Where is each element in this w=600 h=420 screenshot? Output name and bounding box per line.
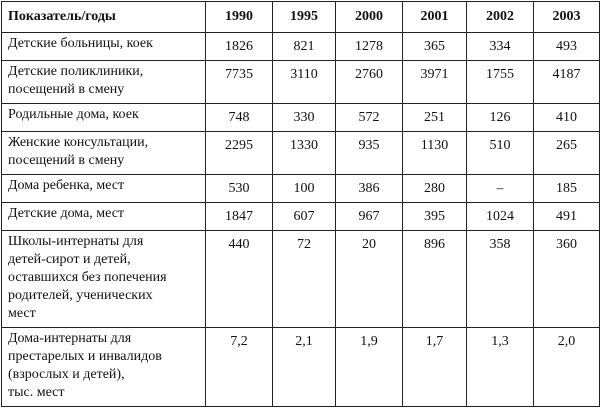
table-cell: 2295 [206, 132, 273, 175]
table-cell: 493 [534, 33, 600, 61]
table-cell: 4187 [534, 61, 600, 104]
table-cell: 358 [467, 231, 534, 328]
table-row [2, 61, 600, 104]
table-cell: 896 [403, 231, 467, 328]
row-label-line: оставшихся без попечения [8, 270, 167, 285]
table-cell: 3110 [273, 61, 336, 104]
table-cell: 280 [403, 175, 467, 203]
row-label [2, 231, 206, 328]
row-label-line: Детские дома, мест [8, 206, 125, 221]
table-cell: 365 [403, 33, 467, 61]
table-cell: 607 [273, 203, 336, 231]
table-row [2, 328, 600, 407]
row-label-line: Женские консультации, [8, 135, 149, 150]
header-year: 2003 [534, 2, 600, 33]
row-label-line: Родильные дома, коек [8, 107, 139, 122]
header-year: 2001 [403, 2, 467, 33]
row-label [2, 328, 206, 407]
header-year: 2000 [336, 2, 403, 33]
row-label-line: мест [8, 306, 36, 321]
row-label-line: тыс. мест [8, 385, 65, 400]
row-label [2, 104, 206, 132]
row-label-line: родителей, ученических [8, 288, 153, 303]
table-cell: 1847 [206, 203, 273, 231]
row-label-line: Детские поликлиники, [8, 64, 144, 79]
header-year: 1995 [273, 2, 336, 33]
table-cell: 1330 [273, 132, 336, 175]
table-cell: 72 [273, 231, 336, 328]
table-cell: 185 [534, 175, 600, 203]
table-cell: 7,2 [206, 328, 273, 407]
table-row [2, 203, 600, 231]
table-cell: 265 [534, 132, 600, 175]
header-year: 2002 [467, 2, 534, 33]
table-cell: 7735 [206, 61, 273, 104]
row-label-line: Школы-интернаты для [8, 234, 144, 249]
table-cell: 126 [467, 104, 534, 132]
table-cell: 967 [336, 203, 403, 231]
table-cell: 395 [403, 203, 467, 231]
table-cell: 1,7 [403, 328, 467, 407]
table-cell: 510 [467, 132, 534, 175]
table-cell: 251 [403, 104, 467, 132]
table-cell: 1,9 [336, 328, 403, 407]
table-cell: 491 [534, 203, 600, 231]
table-cell: 530 [206, 175, 273, 203]
table-cell: 2,0 [534, 328, 600, 407]
row-label-line: Дома ребенка, мест [8, 178, 125, 193]
table-cell: 935 [336, 132, 403, 175]
row-label [2, 61, 206, 104]
row-label [2, 175, 206, 203]
statistics-table [1, 1, 600, 407]
row-label-line: детей-сирот и детей, [8, 252, 131, 267]
table-cell: 2760 [336, 61, 403, 104]
table-cell: 330 [273, 104, 336, 132]
table-cell: 821 [273, 33, 336, 61]
row-label [2, 33, 206, 61]
table-row [2, 231, 600, 328]
table-cell: 2,1 [273, 328, 336, 407]
table-row [2, 104, 600, 132]
table-cell: 1,3 [467, 328, 534, 407]
row-label-line: Дома-интернаты для [8, 331, 132, 346]
table-header-row [2, 2, 600, 33]
row-label-line: Детские больницы, коек [8, 36, 153, 51]
table-cell: 572 [336, 104, 403, 132]
row-label-line: (взрослых и детей), [8, 367, 125, 382]
table-cell: 20 [336, 231, 403, 328]
table-cell: 1024 [467, 203, 534, 231]
table-cell: – [467, 175, 534, 203]
table-cell: 1278 [336, 33, 403, 61]
table-cell: 386 [336, 175, 403, 203]
row-label [2, 132, 206, 175]
row-label-line: престарелых и инвалидов [8, 349, 162, 364]
table-cell: 1755 [467, 61, 534, 104]
table-cell: 748 [206, 104, 273, 132]
row-label-line: посещений в смену [8, 82, 125, 97]
table-cell: 3971 [403, 61, 467, 104]
table-cell: 334 [467, 33, 534, 61]
row-label-line: посещений в смену [8, 153, 125, 168]
header-indicator: Показатель/годы [2, 2, 206, 33]
table-row [2, 132, 600, 175]
header-year: 1990 [206, 2, 273, 33]
table-cell: 360 [534, 231, 600, 328]
table-cell: 440 [206, 231, 273, 328]
table-cell: 410 [534, 104, 600, 132]
table-cell: 1130 [403, 132, 467, 175]
table-row [2, 175, 600, 203]
row-label [2, 203, 206, 231]
table-row [2, 33, 600, 61]
table-cell: 100 [273, 175, 336, 203]
table-cell: 1826 [206, 33, 273, 61]
